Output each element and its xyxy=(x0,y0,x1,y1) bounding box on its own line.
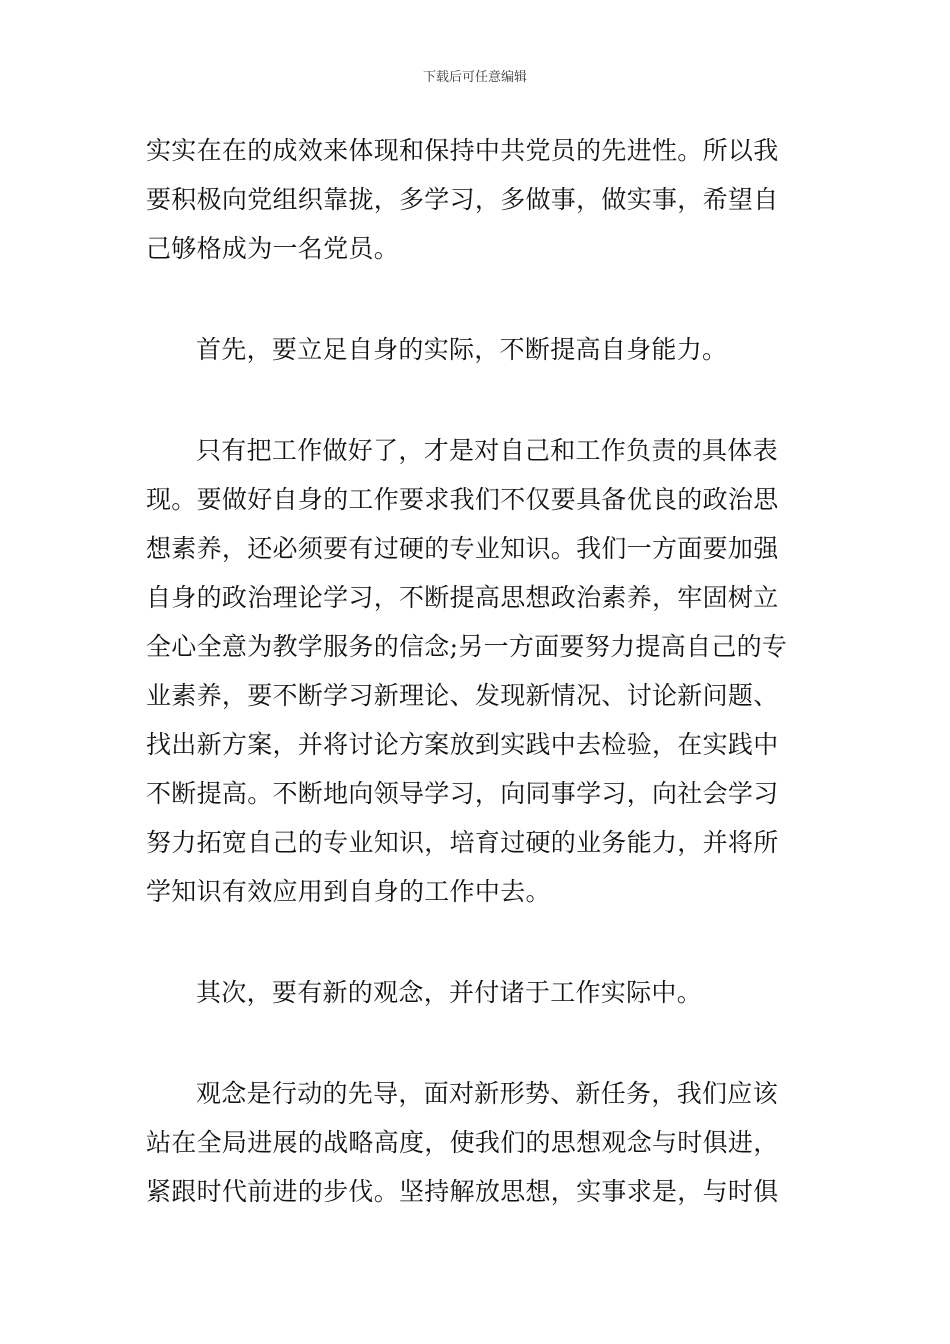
text-line: 全心全意为教学服务的信念;另一方面要努力提高自己的专 xyxy=(146,632,788,661)
text-line: 学知识有效应用到自身的工作中去。 xyxy=(146,877,551,906)
text-line: 业素养，要不断学习新理论、发现新情况、讨论新问题、 xyxy=(146,681,779,710)
text-line: 想素养，还必须要有过硬的专业知识。我们一方面要加强 xyxy=(146,534,779,563)
text-line: 只有把工作做好了，才是对自己和工作负责的具体表 xyxy=(196,436,778,465)
text-line: 观念是行动的先导，面对新形势、新任务，我们应该 xyxy=(196,1079,778,1108)
text-line: 实实在在的成效来体现和保持中共党员的先进性。所以我 xyxy=(146,136,779,165)
text-line: 首先，要立足自身的实际，不断提高自身能力。 xyxy=(196,335,728,364)
text-line: 不断提高。不断地向领导学习，向同事学习，向社会学习 xyxy=(146,779,779,808)
text-line: 紧跟时代前进的步伐。坚持解放思想，实事求是，与时俱 xyxy=(146,1177,779,1206)
text-line: 己够格成为一名党员。 xyxy=(146,234,400,263)
page-header: 下载后可任意编辑 xyxy=(422,70,527,85)
text-line: 要积极向党组织靠拢，多学习，多做事，做实事，希望自 xyxy=(146,185,779,214)
text-line: 站在全局进展的战略高度，使我们的思想观念与时俱进， xyxy=(146,1128,779,1157)
text-line: 找出新方案，并将讨论方案放到实践中去检验，在实践中 xyxy=(146,730,779,759)
text-line: 自身的政治理论学习，不断提高思想政治素养，牢固树立 xyxy=(146,583,779,612)
text-line: 努力拓宽自己的专业知识，培育过硬的业务能力，并将所 xyxy=(146,828,779,857)
text-line: 现。要做好自身的工作要求我们不仅要具备优良的政治思 xyxy=(146,485,779,514)
text-line: 其次，要有新的观念，并付诸于工作实际中。 xyxy=(196,978,703,1007)
